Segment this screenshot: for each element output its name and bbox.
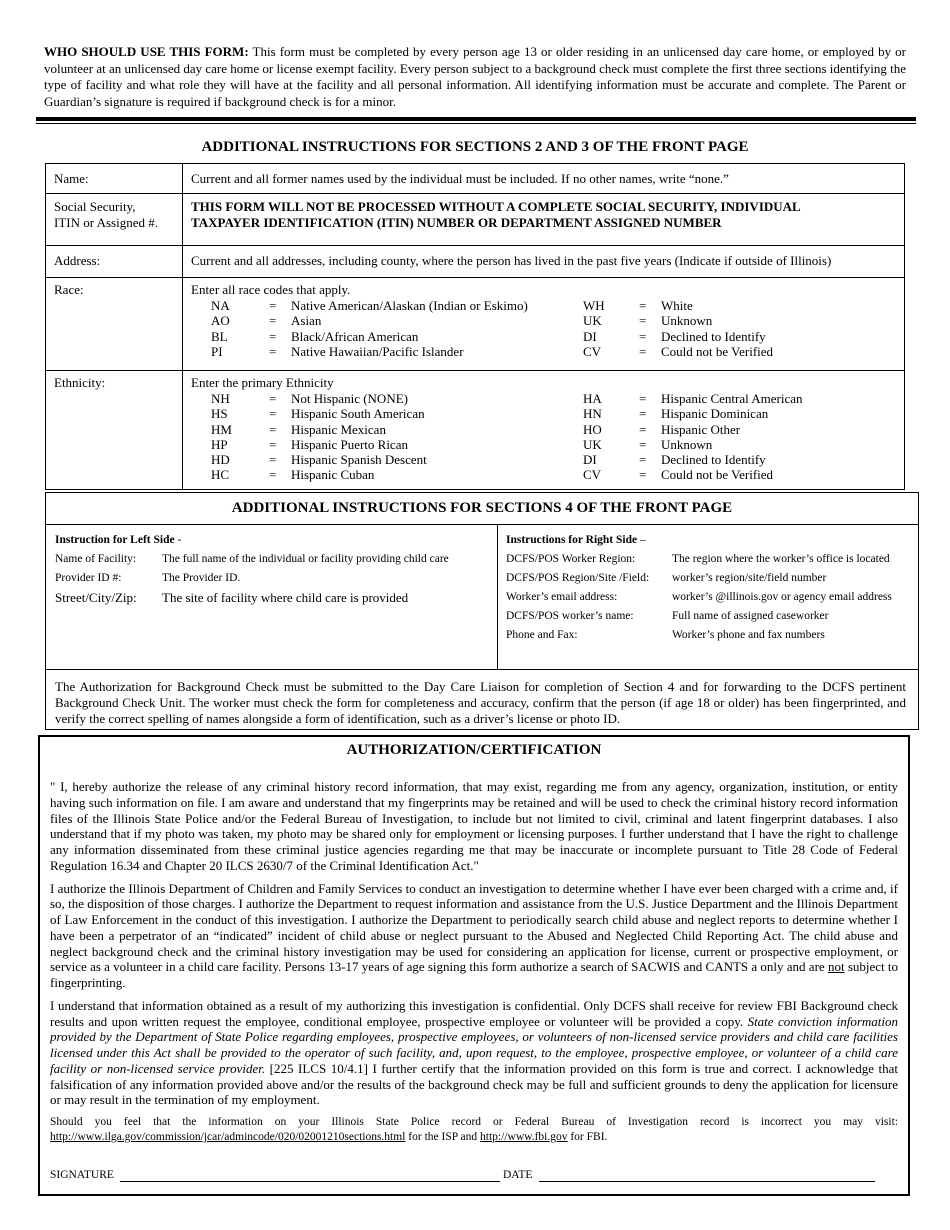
right-field-key: Phone and Fax: bbox=[506, 629, 578, 641]
race-code: BL bbox=[211, 328, 228, 344]
race-row bbox=[46, 278, 905, 371]
ssn-row bbox=[46, 194, 905, 246]
ethnicity-code: HO bbox=[583, 421, 602, 437]
authorization-text bbox=[50, 779, 898, 1152]
race-eq: = bbox=[269, 298, 277, 313]
auth-p3-text: I understand that information obtained as a result of my authorizing this investigation is confidential. Only DCFS shall receive for review FBI Background check results and upon written request the employee, conditional employee, prospective employee or volunteer will be provided a copy. bbox=[50, 997, 898, 1029]
left-field-key: Name of Facility: bbox=[55, 553, 137, 565]
right-heading-suffix: – bbox=[637, 534, 646, 546]
fbi-link[interactable]: http://www.fbi.gov bbox=[480, 1131, 568, 1143]
race-desc: Could not be Verified bbox=[661, 343, 774, 359]
right-rows bbox=[506, 550, 916, 645]
ethnicity-desc: Hispanic South American bbox=[291, 406, 425, 422]
left-field-value: The site of facility where child care is provided bbox=[162, 590, 409, 605]
race-eq: = bbox=[639, 328, 647, 344]
right-field-key: DCFS/POS worker’s name: bbox=[506, 610, 634, 622]
ethnicity-desc: Hispanic Central American bbox=[661, 391, 803, 406]
ethnicity-desc: Not Hispanic (NONE) bbox=[291, 391, 408, 406]
isp-link[interactable]: http://www.ilga.gov/commission/jcar/admincode/020/02001210sections.html bbox=[50, 1131, 406, 1143]
ethnicity-eq: = bbox=[269, 406, 277, 422]
left-field-key: Provider ID #: bbox=[55, 572, 122, 584]
right-field-value: The region where the worker’s office is located bbox=[672, 553, 890, 565]
race-label: Race: bbox=[46, 278, 183, 371]
ssn-label-2: ITIN or Assigned #. bbox=[54, 215, 158, 230]
ethnicity-eq: = bbox=[639, 421, 647, 437]
right-field-key: DCFS/POS Region/Site /Field: bbox=[506, 572, 650, 584]
auth-p3-end: [225 ILCS 10/4.1] I further certify that the information provided on this form is true and correct. I acknowledge that falsification of any information provided above and/or the results of the background check may be full and sufficient grounds to deny the application for licensure or may result in the termination of my employment. bbox=[50, 1060, 898, 1108]
ethnicity-code: UK bbox=[583, 436, 602, 452]
auth-p4-mid: for the ISP and bbox=[405, 1131, 481, 1143]
ethnicity-eq: = bbox=[639, 406, 647, 422]
thin-divider bbox=[36, 123, 916, 124]
right-field-key: Worker’s email address: bbox=[506, 591, 618, 603]
left-heading: Instruction for Left Side bbox=[55, 534, 175, 546]
intro-text: This form must be completed by every person age 13 or older residing in an unlicensed day care home, or employed by or volunteer at an unlicensed day care home or license exempt facility. Every person subject to a background check must complete the first three sections identifying the type of facility and what role they will have at the facility and all personal information. All identifying information must be accurate and complete. The Parent or Guardian’s signature is required if background check is for a minor. bbox=[44, 44, 906, 109]
ethnicity-desc: Hispanic Cuban bbox=[291, 467, 375, 483]
ethnicity-desc: Unknown bbox=[661, 436, 713, 452]
ethnicity-code: HP bbox=[211, 436, 228, 452]
race-code: UK bbox=[583, 313, 602, 329]
ethnicity-eq: = bbox=[639, 467, 647, 483]
auth-paragraph-1: " I, hereby authorize the release of any criminal history record information, that may exist, regarding me from any agency, organization, institution, or entity having such information on file. I am aware and understand that my fingerprints may be retained and will be used to check the criminal history record information files of the Illinois State Police and/or the Federal Bureau of Investigation, to include but not limited to civil, criminal and latent fingerprint databases. I also understand that if my photo was taken, my photo may be shared only for employment or licensing purposes. I further understand that I have the right to challenge any information disseminated from these criminal justice agencies regarding me that may be inaccurate or incomplete pursuant to Title 28 Code of Federal Regulation 16.34 and Chapter 20 ILCS 2630/7 of the Criminal Identification Act." bbox=[50, 779, 898, 873]
ethnicity-code: HC bbox=[211, 467, 230, 483]
race-intro: Enter all race codes that apply. bbox=[191, 282, 351, 297]
ethnicity-code: NH bbox=[211, 391, 230, 406]
ethnicity-code: HD bbox=[211, 452, 230, 468]
auth-paragraph-4 bbox=[50, 1115, 898, 1145]
left-field-value: The Provider ID. bbox=[162, 572, 241, 584]
race-desc: Black/African American bbox=[291, 328, 419, 344]
ethnicity-codes bbox=[211, 391, 896, 483]
race-eq: = bbox=[269, 313, 277, 329]
race-desc: Declined to Identify bbox=[661, 328, 766, 344]
intro-lead: WHO SHOULD USE THIS FORM: bbox=[44, 44, 249, 59]
auth-paragraph-2 bbox=[50, 881, 898, 991]
ethnicity-eq: = bbox=[269, 452, 277, 468]
address-label: Address: bbox=[46, 246, 183, 278]
auth-p3-italic: State conviction information provided by the Department of State Police regarding employees, prospective employees, or volunteers of non-licensed service providers and child care facilities licensed under this Act shall be provided to the operator of such facility, and, upon request, to the employee, prospective employee, or volunteer of a child care facility or non-licensed service provider. bbox=[50, 1013, 898, 1076]
auth-p2-not: not bbox=[827, 959, 845, 975]
instructions-table bbox=[45, 163, 905, 490]
race-code: AO bbox=[211, 313, 230, 329]
ethnicity-desc: Hispanic Dominican bbox=[661, 406, 769, 422]
right-field-value: worker’s @illinois.gov or agency email address bbox=[672, 591, 892, 603]
race-code: PI bbox=[211, 343, 223, 359]
ethnicity-code: HM bbox=[211, 421, 232, 437]
ethnicity-label: Ethnicity: bbox=[46, 371, 183, 490]
right-field-value: Worker’s phone and fax numbers bbox=[672, 629, 825, 641]
ethnicity-code: CV bbox=[583, 467, 602, 483]
intro-paragraph bbox=[44, 44, 906, 110]
left-side-instructions bbox=[55, 531, 485, 607]
left-heading-suffix: - bbox=[174, 534, 182, 546]
left-field-value: The full name of the individual or facility providing child care bbox=[162, 553, 449, 565]
race-eq: = bbox=[269, 343, 277, 359]
right-field-value: Full name of assigned caseworker bbox=[672, 610, 829, 622]
ethnicity-row bbox=[46, 371, 905, 490]
race-code: CV bbox=[583, 343, 602, 359]
left-field-key: Street/City/Zip: bbox=[55, 590, 137, 605]
ethnicity-desc: Hispanic Puerto Rican bbox=[291, 436, 408, 452]
auth-p4-end: for FBI. bbox=[567, 1131, 608, 1143]
ethnicity-code: DI bbox=[583, 452, 597, 468]
signature-label: SIGNATURE bbox=[50, 1169, 114, 1181]
ethnicity-code: HN bbox=[583, 406, 602, 422]
name-row bbox=[46, 164, 905, 194]
ssn-label-1: Social Security, bbox=[54, 199, 136, 214]
divider bbox=[46, 669, 918, 670]
race-eq: = bbox=[639, 313, 647, 329]
auth-p2-text: I authorize the Illinois Department of Children and Family Services to conduct an investigation to determine whether I have ever been charged with a crime and, if so, the disposition of those charges. I authorize the Department to request information and assistance from the U.S. Justice Department and the Illinois Department of Law Enforcement in the conduct of this investigation. I authorize the Department to periodically search child abuse and neglect reports to determine whether I have been a perpetrator of an “indicated” incident of child abuse or neglect pursuant to the Abused and Neglected Child Reporting Act. The child abuse and neglect background check and the criminal history investigation may be used for considering an application for license, current or prospective employment, or service as a volunteer in a child care facility. Persons 13-17 years of age signing this form authorize a search of SACWIS and CANTS a only and are bbox=[50, 880, 898, 975]
race-desc: Native Hawaiian/Pacific Islander bbox=[291, 343, 464, 359]
authorization-title: AUTHORIZATION/CERTIFICATION bbox=[346, 742, 602, 758]
ethnicity-desc: Hispanic Spanish Descent bbox=[291, 452, 427, 468]
race-eq: = bbox=[639, 343, 647, 359]
race-code: DI bbox=[583, 328, 597, 344]
ethnicity-eq: = bbox=[639, 452, 647, 468]
race-eq: = bbox=[269, 328, 277, 344]
section2-title: ADDITIONAL INSTRUCTIONS FOR SECTIONS 4 OF THE FRONT PAGE bbox=[231, 500, 733, 516]
column-divider bbox=[497, 524, 498, 669]
ethnicity-eq: = bbox=[269, 391, 277, 406]
ethnicity-desc: Declined to Identify bbox=[661, 452, 766, 468]
ethnicity-desc: Hispanic Mexican bbox=[291, 421, 386, 437]
race-codes bbox=[211, 298, 896, 359]
race-code: WH bbox=[583, 298, 605, 313]
ethnicity-intro: Enter the primary Ethnicity bbox=[191, 375, 334, 390]
ethnicity-code: HS bbox=[211, 406, 228, 422]
ethnicity-eq: = bbox=[639, 391, 647, 406]
date-line[interactable] bbox=[539, 1181, 875, 1182]
ethnicity-eq: = bbox=[269, 421, 277, 437]
auth-p4-text: Should you feel that the information on your Illinois State Police record or Federal Bureau of Investigation record is incorrect you may visit: bbox=[50, 1116, 898, 1128]
thick-divider bbox=[36, 117, 916, 121]
race-eq: = bbox=[639, 298, 647, 313]
ethnicity-desc: Hispanic Other bbox=[661, 421, 741, 437]
address-row bbox=[46, 246, 905, 278]
ethnicity-eq: = bbox=[269, 436, 277, 452]
divider bbox=[46, 524, 918, 525]
race-desc: Native American/Alaskan (Indian or Eskimo) bbox=[291, 298, 528, 313]
address-text: Current and all addresses, including county, where the person has lived in the past five years (Indicate if outside of Illinois) bbox=[183, 246, 905, 278]
name-text: Current and all former names used by the individual must be included. If no other names, write “none.” bbox=[183, 164, 905, 194]
ethnicity-code: HA bbox=[583, 391, 602, 406]
left-rows bbox=[55, 550, 485, 607]
ethnicity-desc: Could not be Verified bbox=[661, 467, 774, 483]
race-desc: Unknown bbox=[661, 313, 713, 329]
ethnicity-eq: = bbox=[269, 467, 277, 483]
signature-line[interactable] bbox=[120, 1181, 500, 1182]
date-label: DATE bbox=[503, 1169, 533, 1181]
submission-note: The Authorization for Background Check must be submitted to the Day Care Liaison for completion of Section 4 and for forwarding to the DCFS pertinent Background Check Unit. The worker must check the form for completeness and accuracy, confirm that the person (if age 18 or older) has been fingerprinted, and verify the correct spelling of names alongside a form of identification, such as a driver’s license or photo ID. bbox=[55, 679, 906, 726]
race-desc: Asian bbox=[291, 313, 322, 329]
name-label: Name: bbox=[46, 164, 183, 194]
ssn-text-2: TAXPAYER IDENTIFICATION (ITIN) NUMBER OR DEPARTMENT ASSIGNED NUMBER bbox=[191, 215, 722, 230]
auth-paragraph-3 bbox=[50, 998, 898, 1108]
right-heading: Instructions for Right Side bbox=[506, 534, 638, 546]
right-field-value: worker’s region/site/field number bbox=[672, 572, 827, 584]
section1-title: ADDITIONAL INSTRUCTIONS FOR SECTIONS 2 AND 3 OF THE FRONT PAGE bbox=[201, 139, 749, 155]
race-code: NA bbox=[211, 298, 230, 313]
ethnicity-eq: = bbox=[639, 436, 647, 452]
race-desc: White bbox=[661, 298, 693, 313]
right-field-key: DCFS/POS Worker Region: bbox=[506, 553, 636, 565]
right-side-instructions bbox=[506, 531, 916, 645]
ssn-text-1: THIS FORM WILL NOT BE PROCESSED WITHOUT A COMPLETE SOCIAL SECURITY, INDIVIDUAL bbox=[191, 199, 801, 214]
auth-p2-end: subject to fingerprinting. bbox=[50, 959, 899, 990]
